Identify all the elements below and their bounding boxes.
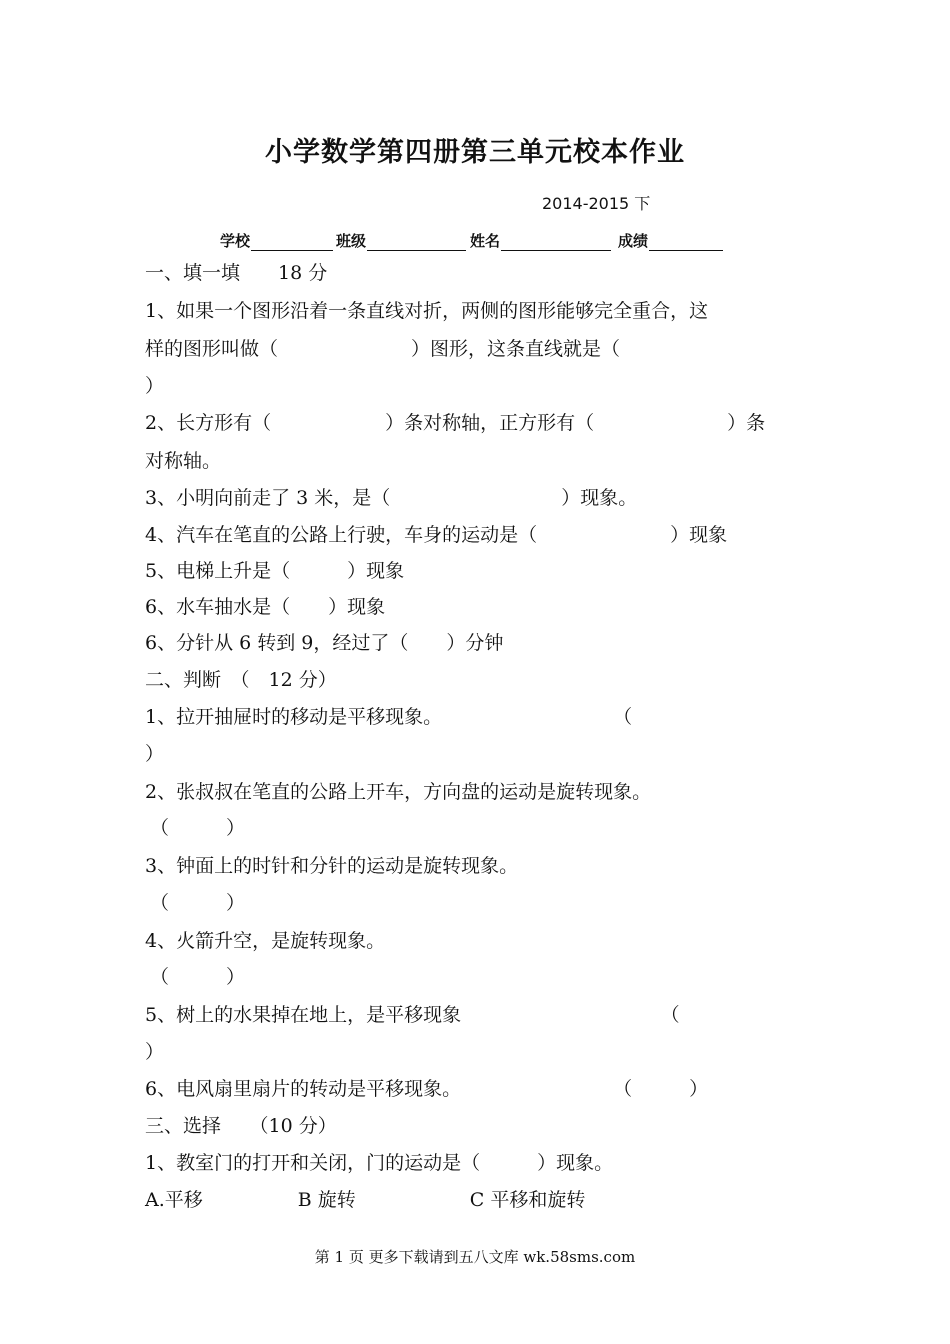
answer-bracket: （ ）: [150, 892, 246, 914]
question-line: 5、电梯上升是（ ）现象: [145, 560, 405, 582]
page-footer: 第 1 页 更多下载请到五八文库 wk.58sms.com: [314, 1248, 636, 1266]
school-field[interactable]: [220, 230, 333, 251]
question-line: ）: [145, 1041, 165, 1063]
question-line: 1、如果一个图形沿着一条直线对折，两侧的图形能够完全重合，这: [145, 300, 709, 322]
question-line: 2、张叔叔在笔直的公路上开车，方向盘的运动是旋转现象。: [145, 781, 652, 803]
class-blank[interactable]: [367, 234, 466, 251]
school-label: 学校: [220, 232, 251, 250]
choice-options: A.平移 B 旋转 C 平移和旋转: [145, 1189, 586, 1211]
answer-bracket: （ ）: [150, 966, 246, 988]
school-term: 2014-2015 下: [542, 194, 651, 213]
score-field[interactable]: [618, 230, 723, 251]
student-info-row: [220, 230, 780, 252]
question-line: 5、树上的水果掉在地上，是平移现象 （: [145, 1004, 680, 1026]
question-line: 1、拉开抽屉时的移动是平移现象。 （: [145, 706, 633, 728]
question-line: 对称轴。: [145, 450, 222, 472]
page-title: 小学数学第四册第三单元校本作业: [265, 137, 685, 168]
question-line: 样的图形叫做（ ）图形，这条直线就是（: [145, 338, 621, 360]
section-heading-fill: 一、填一填 18 分: [145, 262, 328, 284]
question-line: 4、汽车在笔直的公路上行驶，车身的运动是（ ）现象: [145, 524, 728, 546]
name-field[interactable]: [470, 230, 611, 251]
score-blank[interactable]: [649, 234, 723, 251]
question-line: 3、小明向前走了 3 米，是（ ）现象。: [145, 487, 638, 509]
name-blank[interactable]: [501, 234, 611, 251]
question-line: 4、火箭升空，是旋转现象。: [145, 930, 386, 952]
class-field[interactable]: [336, 230, 466, 251]
score-label: 成绩: [618, 232, 649, 250]
question-line: 2、长方形有（ ）条对称轴，正方形有（ ）条: [145, 412, 766, 434]
answer-bracket: （ ）: [150, 817, 246, 839]
question-line: 1、教室门的打开和关闭，门的运动是（ ）现象。: [145, 1152, 614, 1174]
question-line: 3、钟面上的时针和分针的运动是旋转现象。: [145, 855, 519, 877]
school-blank[interactable]: [251, 234, 333, 251]
section-heading-choice: 三、选择 （10 分）: [145, 1115, 337, 1137]
class-label: 班级: [336, 232, 367, 250]
question-line: ）: [145, 743, 165, 765]
name-label: 姓名: [470, 232, 501, 250]
question-line: 6、水车抽水是（ ）现象: [145, 596, 386, 618]
question-line: 6、电风扇里扇片的转动是平移现象。 （ ）: [145, 1078, 709, 1100]
question-line: ）: [145, 375, 165, 397]
question-line: 6、分针从 6 转到 9，经过了（ ）分钟: [145, 632, 504, 654]
section-heading-judge: 二、判断 （ 12 分）: [145, 669, 337, 691]
